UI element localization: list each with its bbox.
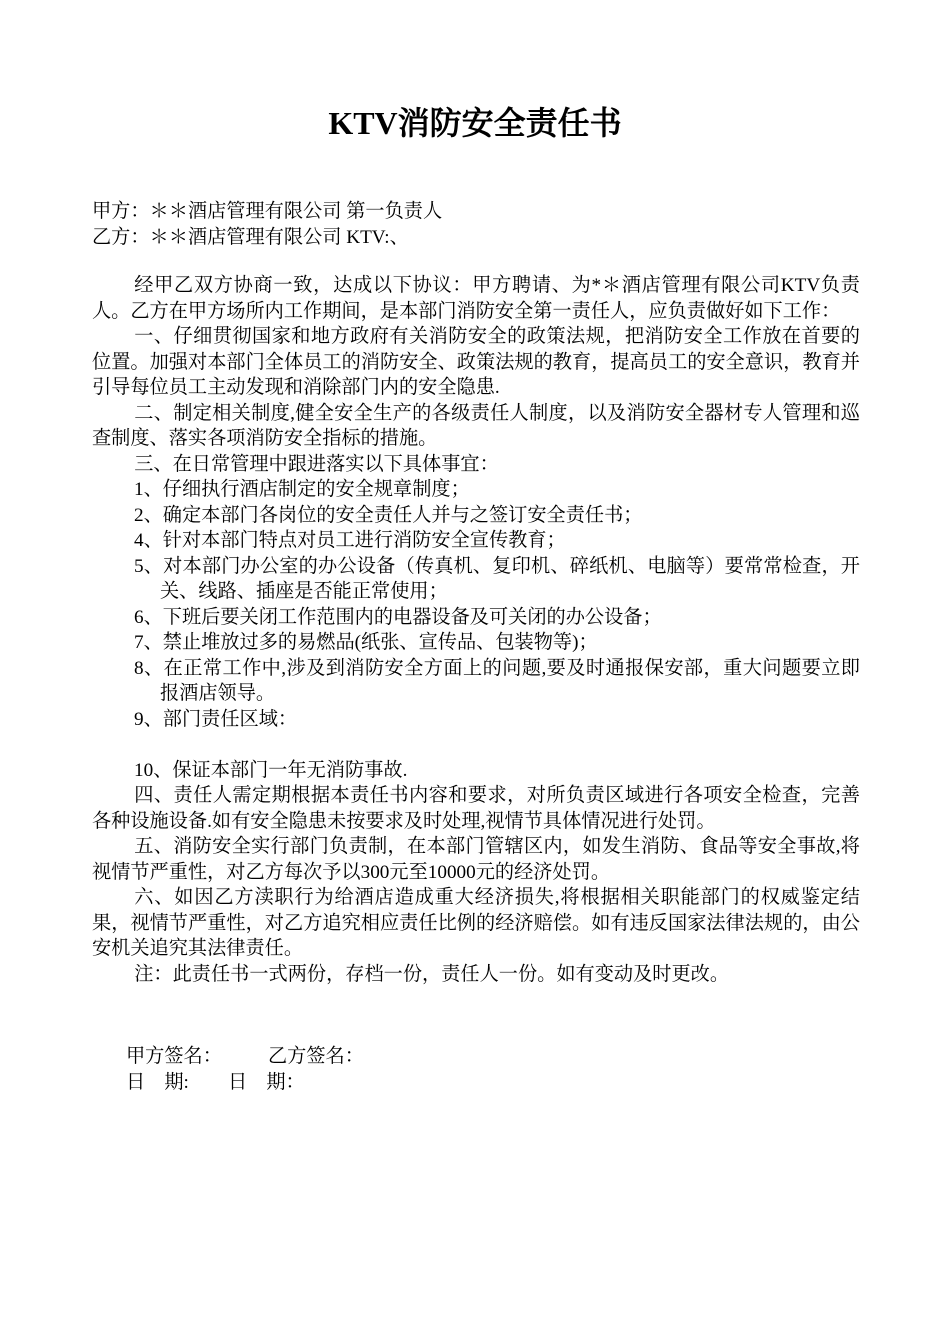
party-a-signature-label: 甲方签名： [126, 1046, 222, 1067]
list-item: 8、在正常工作中,涉及到消防安全方面上的问题,要及时通报保安部，重大问题要立即报酒店领导。 [134, 657, 860, 704]
parties-block [92, 199, 862, 250]
party-b-date-label: 日 期： [228, 1071, 305, 1093]
blank-line [92, 732, 860, 758]
document-title: KTV消防安全责任书 [328, 105, 622, 141]
clause-1: 一、仔细贯彻国家和地方政府有关消防安全的政策法规，把消防安全工作放在首要的位置。加强对本部门全体员工的消防安全、政策法规的教育，提高员工的安全意识，教育并引导每位员工主动发现和消除部门内的安全隐患. [92, 326, 860, 398]
clause-4: 四、责任人需定期根据本责任书内容和要求，对所负责区域进行各项安全检查，完善各种设施设备.如有安全隐患未按要求及时处理,视情节具体情况进行处罚。 [92, 785, 860, 832]
party-a-date-label: 日 期: [126, 1071, 189, 1093]
clause-2: 二、制定相关制度,健全安全生产的各级责任人制度，以及消防安全器材专人管理和巡查制度、落实各项消防安全指标的措施。 [92, 402, 860, 449]
list-item: 5、对本部门办公室的办公设备（传真机、复印机、碎纸机、电脑等）要常常检查，开关、线路、插座是否能正常使用； [134, 555, 860, 602]
signature-row [126, 1044, 726, 1070]
party-b-line: 乙方：＊＊酒店管理有限公司 KTV:、 [92, 226, 409, 248]
clause-6: 六、如因乙方渎职行为给酒店造成重大经济损失,将根据相关职能部门的权威鉴定结果，视情节严重性，对乙方追究相应责任比例的经济赔偿。如有违反国家法律法规的，由公安机关追究其法律责任。 [92, 887, 860, 959]
intro-paragraph: 经甲乙双方协商一致，达成以下协议：甲方聘请、为*＊酒店管理有限公司KTV负责人。乙方在甲方场所内工作期间，是本部门消防安全第一责任人，应负责做好如下工作： [92, 275, 860, 322]
list-item: 10、保证本部门一年无消防事故. [134, 759, 408, 781]
clause-3: 三、在日常管理中跟进落实以下具体事宜： [134, 453, 499, 475]
signature-block [126, 1044, 726, 1095]
list-item: 7、禁止堆放过多的易燃品(纸张、宣传品、包装物等)； [134, 632, 598, 653]
party-b-signature-label: 乙方签名： [268, 1046, 364, 1067]
list-item: 2、确定本部门各岗位的安全责任人并与之签订安全责任书； [134, 504, 643, 526]
document-body [92, 273, 860, 987]
clause-5: 五、消防安全实行部门负责制，在本部门管辖区内，如发生消防、食品等安全事故,将视情节严重性，对乙方每次予以300元至10000元的经济处罚。 [92, 836, 860, 883]
list-item: 4、针对本部门特点对员工进行消防安全宣传教育； [134, 530, 566, 551]
list-item: 9、部门责任区域： [134, 708, 298, 730]
list-item: 6、下班后要关闭工作范围内的电器设备及可关闭的办公设备； [134, 606, 662, 628]
note-line: 注：此责任书一式两份，存档一份，责任人一份。如有变动及时更改。 [134, 963, 730, 985]
list-item: 1、仔细执行酒店制定的安全规章制度； [134, 479, 470, 500]
date-row [126, 1070, 726, 1096]
party-a-line: 甲方：＊＊酒店管理有限公司 第一负责人 [92, 201, 443, 222]
